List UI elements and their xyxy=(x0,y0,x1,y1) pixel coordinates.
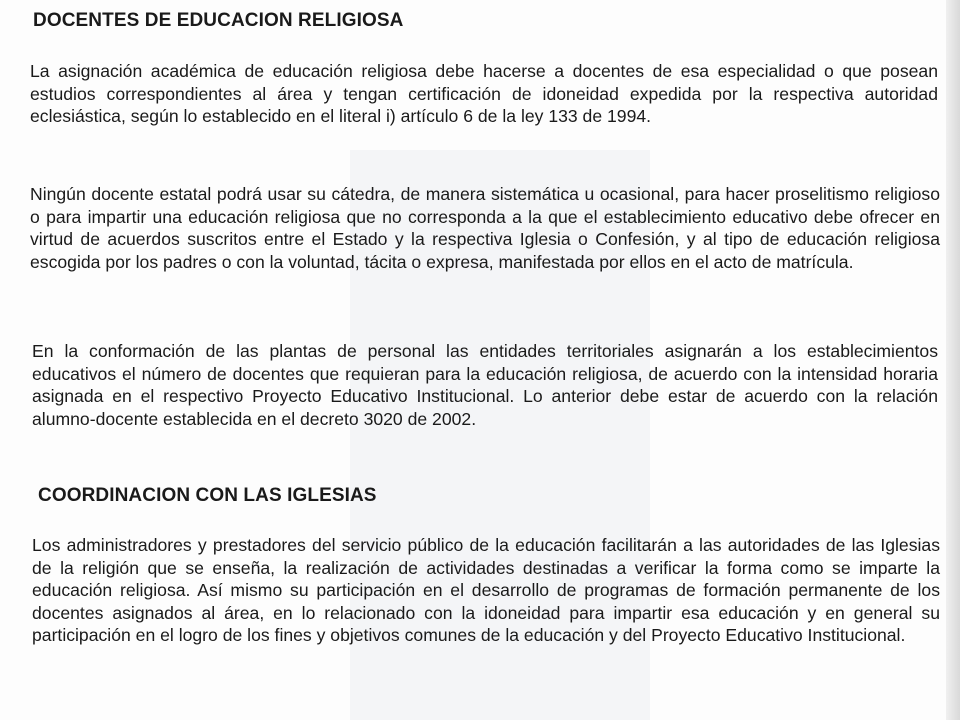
paragraph-coordinacion: Los administradores y prestadores del servicio público de la educación facilitarán a las autoridades de las Iglesias de la religión que se enseña, la realización de actividades destinadas a verificar la forma como se imparte la educación religiosa. Así mismo su participación en el desarrollo de programas de formación permanente de los docentes asignados al área, en lo relacionado con la idoneidad para impartir esa educación y en general su participación en el logro de los fines y objetivos comunes de la educación y del Proyecto Educativo Institucional. xyxy=(32,535,940,645)
paragraph-proselitismo: Ningún docente estatal podrá usar su cátedra, de manera sistemática u ocasional, para hacer proselitismo religioso o para impartir una educación religiosa que no corresponda a la que el establecimiento educativo debe ofrecer en virtud de acuerdos suscritos entre el Estado y la respectiva Iglesia o Confesión, y al tipo de educación religiosa escogida por los padres o con la voluntad, tácita o expresa, manifestada por ellos en el acto de matrícula. xyxy=(30,184,940,272)
heading-docentes-educacion-religiosa: DOCENTES DE EDUCACION RELIGIOSA xyxy=(33,10,404,31)
paragraph-plantas-personal: En la conformación de las plantas de personal las entidades territoriales asignarán a los establecimientos educativos el número de docentes que requieran para la educación religiosa, de acuerdo con la intensidad horaria asignada en el respectivo Proyecto Educativo Institucional. Lo anterior debe estar de acuerdo con la relación alumno-docente establecida en el decreto 3020 de 2002. xyxy=(32,341,938,429)
heading-coordinacion-iglesias: COORDINACION CON LAS IGLESIAS xyxy=(38,485,377,506)
paragraph-asignacion-academica: La asignación académica de educación religiosa debe hacerse a docentes de esa especialidad o que posean estudios correspondientes al área y tengan certificación de idoneidad expedida por la respectiva autoridad eclesiástica, según lo establecido en el literal i) artículo 6 de la ley 133 de 1994. xyxy=(30,61,938,126)
scan-page-edge xyxy=(946,0,960,720)
